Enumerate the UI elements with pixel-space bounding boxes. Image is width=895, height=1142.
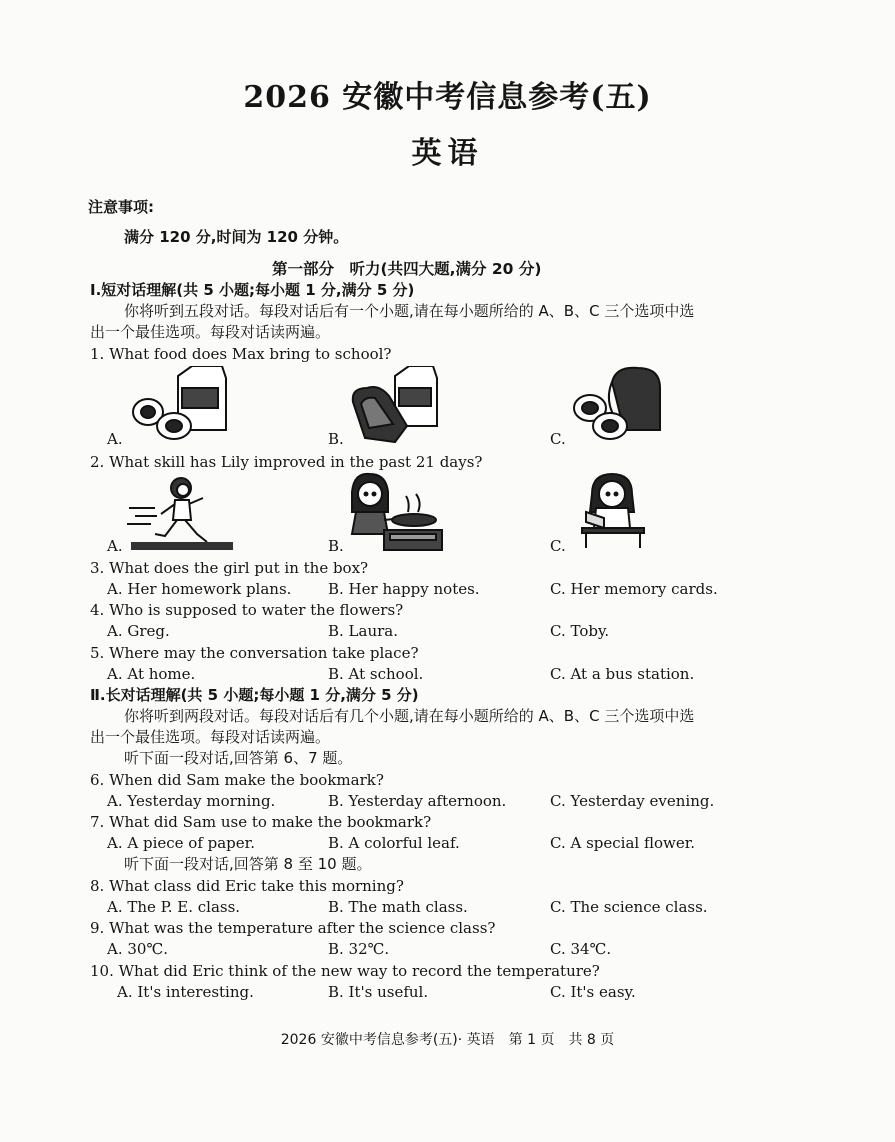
question-7: 7. What did Sam use to make the bookmark? — [90, 813, 432, 831]
q4-option-c: C. Toby. — [550, 622, 610, 640]
q9-option-a: A. 30℃. — [107, 940, 169, 958]
q1-option-a: A. — [107, 430, 123, 448]
question-8: 8. What class did Eric take this morning? — [90, 877, 404, 895]
question-5: 5. Where may the conversation take place? — [90, 644, 419, 662]
q5-option-a: A. At home. — [107, 665, 196, 683]
q6-option-b: B. Yesterday afternoon. — [328, 792, 507, 810]
section-2-instruction-cont: 出一个最佳选项。每段对话读两遍。 — [90, 728, 331, 746]
q3-option-b: B. Her happy notes. — [328, 580, 480, 598]
q8-option-c: C. The science class. — [550, 898, 708, 916]
q10-option-a: A. It's interesting. — [117, 983, 254, 1001]
q8-option-b: B. The math class. — [328, 898, 468, 916]
q6-option-a: A. Yesterday morning. — [107, 792, 276, 810]
q2-option-c: C. — [550, 537, 566, 555]
q3-option-c: C. Her memory cards. — [550, 580, 718, 598]
question-1: 1. What food does Max bring to school? — [90, 345, 392, 363]
question-9: 9. What was the temperature after the science class? — [90, 919, 496, 937]
q4-option-a: A. Greg. — [107, 622, 170, 640]
q7-option-a: A. A piece of paper. — [107, 834, 255, 852]
question-3: 3. What does the girl put in the box? — [90, 559, 369, 577]
q1-option-b: B. — [328, 430, 344, 448]
reading-girl-image — [578, 472, 648, 552]
running-girl-image — [125, 474, 237, 554]
q2-option-a: A. — [107, 537, 123, 555]
question-10: 10. What did Eric think of the new way to record the temperature? — [90, 962, 600, 980]
notice-text: 满分 120 分,时间为 120 分钟。 — [124, 228, 349, 246]
q9-option-b: B. 32℃. — [328, 940, 390, 958]
section-1-heading: Ⅰ.短对话理解(共 5 小题;每小题 1 分,满分 5 分) — [90, 281, 415, 299]
q8-option-a: A. The P. E. class. — [107, 898, 241, 916]
section-1-instruction: 你将听到五段对话。每段对话后有一个小题,请在每小题所给的 A、B、C 三个选项中选 — [124, 302, 695, 320]
part-one-heading: 第一部分 听力(共四大题,满分 20 分) — [272, 260, 542, 278]
egg-and-bread-image — [572, 366, 664, 446]
section-1-instruction-cont: 出一个最佳选项。每段对话读两遍。 — [90, 323, 331, 341]
q3-option-a: A. Her homework plans. — [107, 580, 292, 598]
question-6: 6. When did Sam make the bookmark? — [90, 771, 384, 789]
dialog-1-instruction: 听下面一段对话,回答第 6、7 题。 — [124, 749, 353, 767]
section-2-heading: Ⅱ.长对话理解(共 5 小题;每小题 1 分,满分 5 分) — [90, 686, 419, 704]
egg-and-milk-image — [130, 366, 240, 444]
section-2-instruction: 你将听到两段对话。每段对话后有几个小题,请在每小题所给的 A、B、C 三个选项中选 — [124, 707, 695, 725]
q10-option-c: C. It's easy. — [550, 983, 636, 1001]
q9-option-c: C. 34℃. — [550, 940, 612, 958]
cooking-girl-image — [344, 472, 444, 554]
q4-option-b: B. Laura. — [328, 622, 399, 640]
q1-option-c: C. — [550, 430, 566, 448]
q5-option-b: B. At school. — [328, 665, 424, 683]
q7-option-c: C. A special flower. — [550, 834, 696, 852]
q10-option-b: B. It's useful. — [328, 983, 429, 1001]
exam-title: 2026 安徽中考信息参考(五) — [243, 80, 652, 115]
q6-option-c: C. Yesterday evening. — [550, 792, 715, 810]
question-2: 2. What skill has Lily improved in the past 21 days? — [90, 453, 483, 471]
page-footer: 2026 安徽中考信息参考(五)· 英语 第 1 页 共 8 页 — [280, 1032, 615, 1048]
notice-label: 注意事项: — [88, 198, 154, 216]
q2-option-b: B. — [328, 537, 344, 555]
q5-option-c: C. At a bus station. — [550, 665, 695, 683]
bread-and-milk-image — [345, 366, 445, 446]
exam-subject: 英语 — [411, 136, 484, 171]
question-4: 4. Who is supposed to water the flowers? — [90, 601, 404, 619]
dialog-2-instruction: 听下面一段对话,回答第 8 至 10 题。 — [124, 855, 372, 873]
q7-option-b: B. A colorful leaf. — [328, 834, 460, 852]
